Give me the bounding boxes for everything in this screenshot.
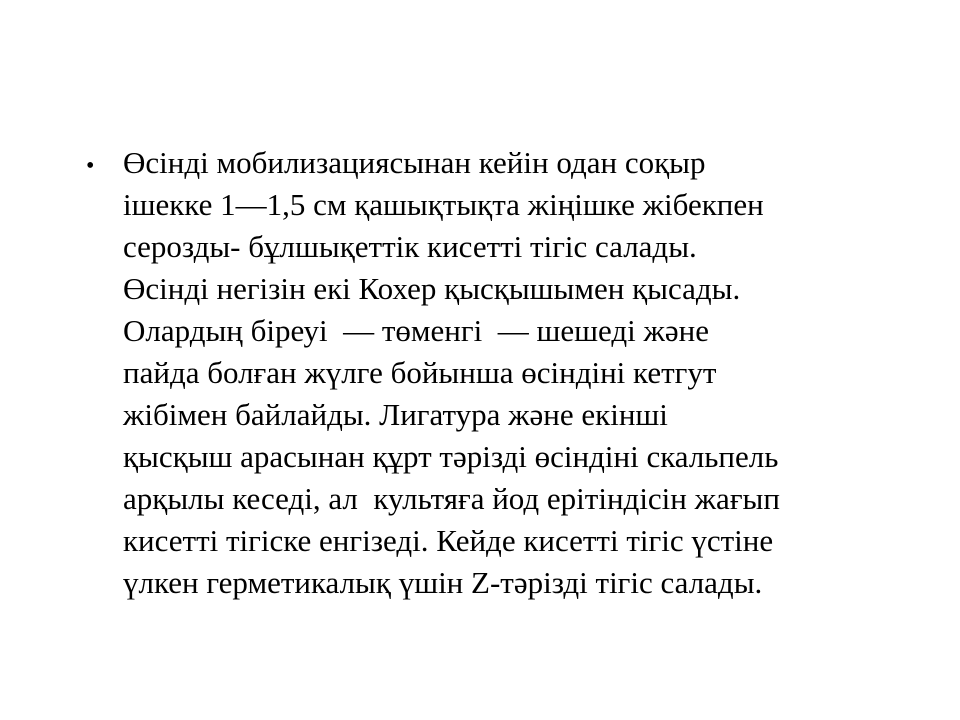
paragraph-line: пайда болған жүлге бойынша өсіндіні кетгут (123, 355, 717, 390)
paragraph-line: Олардың біреуі — төменгі — шешеді және (123, 313, 709, 348)
paragraph-line: Өсінді негізін екі Кохер қысқышымен қысады. (123, 271, 741, 306)
paragraph-line: ішекке 1—1,5 см қашықтықта жіңішке жібекпен (123, 187, 764, 222)
paragraph-line: кисетті тігіске енгізеді. Кейде кисетті тігіс үстіне (123, 523, 774, 558)
paragraph-line: үлкен герметикалық үшін Z-тәрізді тігіс салады. (123, 565, 763, 600)
paragraph-line: қысқыш арасынан құрт тәрізді өсіндіні скальпель (123, 439, 779, 474)
paragraph-line: арқылы кеседі, ал культяға йод ерітіндісін жағып (123, 481, 780, 516)
paragraph-line: Өсінді мобилизациясынан кейін одан соқыр (123, 145, 706, 180)
bullet-icon: • (86, 153, 95, 179)
paragraph-line: жібімен байлайды. Лигатура және екінші (123, 397, 668, 432)
bullet-paragraph (123, 142, 903, 604)
paragraph-line: серозды- бұлшықеттік кисетті тігіс салады. (123, 229, 697, 264)
